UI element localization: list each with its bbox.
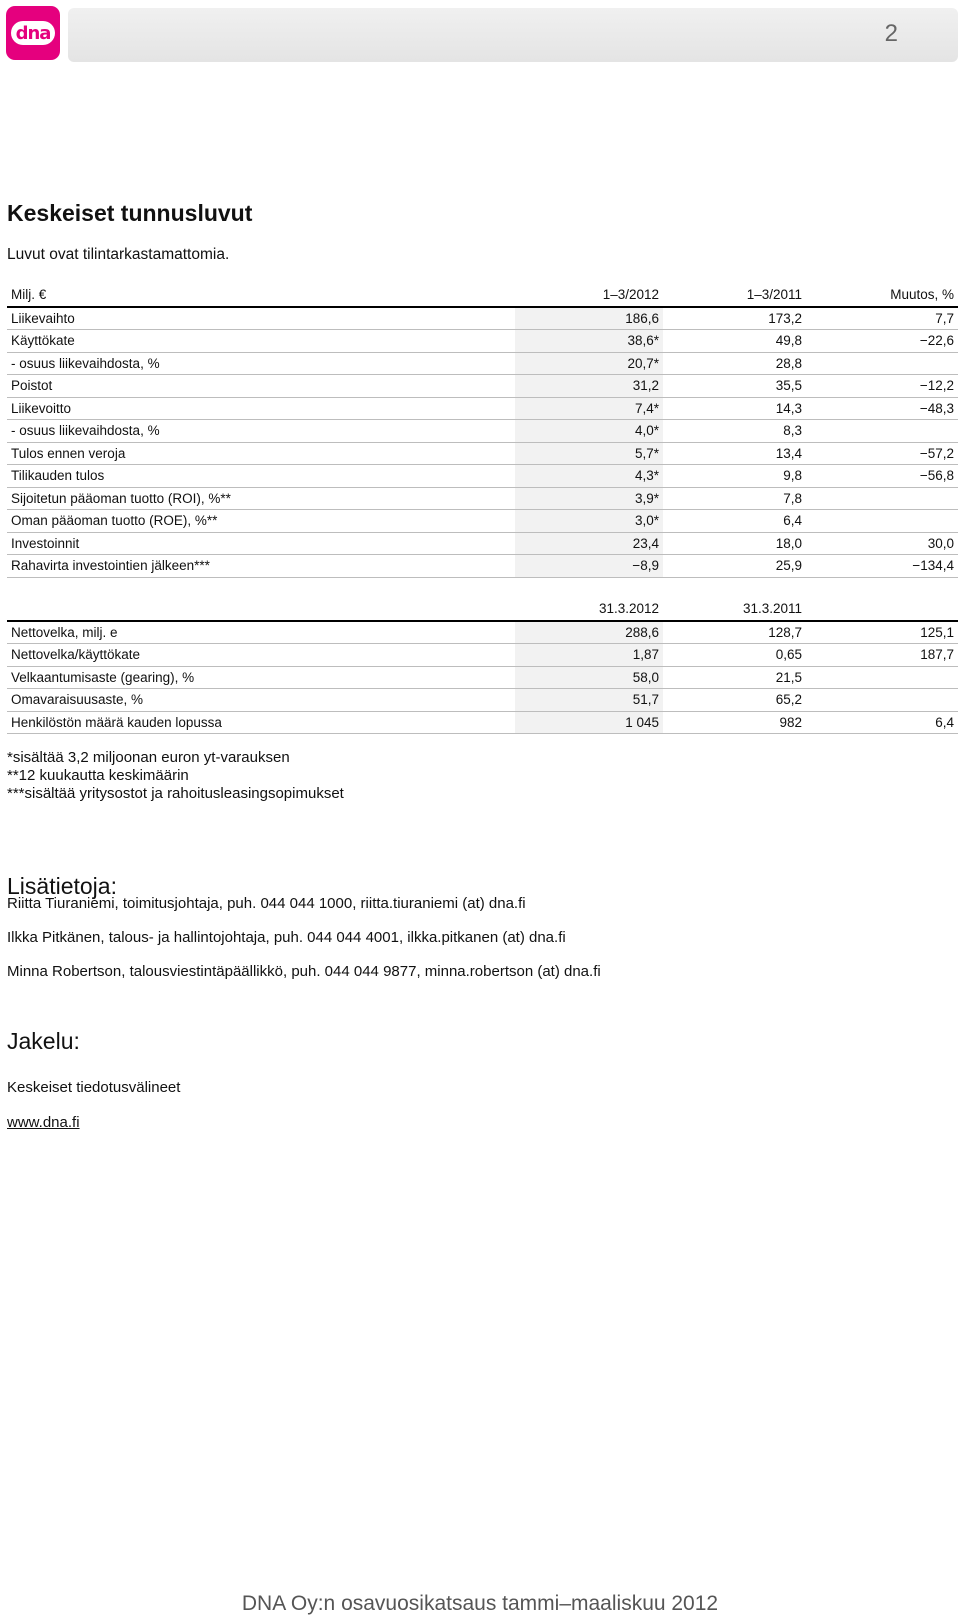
row-label: Velkaantumisaste (gearing), % xyxy=(7,666,515,689)
header-bar xyxy=(68,8,958,62)
value-change: −12,2 xyxy=(806,375,958,398)
value-2012: 4,3* xyxy=(515,465,663,488)
distribution-text: Keskeiset tiedotusvälineet xyxy=(7,1079,181,1096)
value-2012: 58,0 xyxy=(515,666,663,689)
balance-figures-table xyxy=(7,598,958,734)
value-2012: 4,0* xyxy=(515,420,663,443)
row-label: Nettovelka, milj. e xyxy=(7,621,515,644)
value-2011: 173,2 xyxy=(663,307,806,330)
row-label: Rahavirta investointien jälkeen*** xyxy=(7,555,515,578)
footnotes xyxy=(7,749,344,803)
value-2011: 0,65 xyxy=(663,644,806,667)
row-label: Käyttökate xyxy=(7,330,515,353)
table-row xyxy=(7,375,958,398)
value-2011: 25,9 xyxy=(663,555,806,578)
column-header-label xyxy=(7,598,515,621)
value-change: −48,3 xyxy=(806,397,958,420)
value-2011: 9,8 xyxy=(663,465,806,488)
value-2012: 288,6 xyxy=(515,621,663,644)
column-header-2012: 1–3/2012 xyxy=(515,284,663,307)
row-label: Poistot xyxy=(7,375,515,398)
row-label: Investoinnit xyxy=(7,532,515,555)
table-row xyxy=(7,689,958,712)
value-change: 187,7 xyxy=(806,644,958,667)
column-header-2012: 31.3.2012 xyxy=(515,598,663,621)
table-row xyxy=(7,711,958,734)
value-change: 6,4 xyxy=(806,711,958,734)
table-row xyxy=(7,510,958,533)
section-title: Keskeiset tunnusluvut xyxy=(7,200,253,226)
value-2011: 7,8 xyxy=(663,487,806,510)
website-link[interactable]: www.dna.fi xyxy=(7,1114,80,1131)
column-header-2011: 1–3/2011 xyxy=(663,284,806,307)
column-header-label: Milj. € xyxy=(7,284,515,307)
value-change: −56,8 xyxy=(806,465,958,488)
table-row xyxy=(7,487,958,510)
value-change xyxy=(806,352,958,375)
info-title: Lisätietoja: xyxy=(7,873,117,899)
value-2011: 128,7 xyxy=(663,621,806,644)
value-change xyxy=(806,487,958,510)
value-change: −22,6 xyxy=(806,330,958,353)
value-2011: 35,5 xyxy=(663,375,806,398)
row-label: Sijoitetun pääoman tuotto (ROI), %** xyxy=(7,487,515,510)
value-2012: 5,7* xyxy=(515,442,663,465)
page-footer: DNA Oy:n osavuosikatsaus tammi–maaliskuu 2012 xyxy=(241,1592,719,1615)
value-change: −134,4 xyxy=(806,555,958,578)
table-row xyxy=(7,465,958,488)
footnote: *sisältää 3,2 miljoonan euron yt-varauksen xyxy=(7,749,290,766)
value-2012: 31,2 xyxy=(515,375,663,398)
value-2011: 21,5 xyxy=(663,666,806,689)
row-label: Henkilöstön määrä kauden lopussa xyxy=(7,711,515,734)
value-2012: 186,6 xyxy=(515,307,663,330)
row-label: Liikevoitto xyxy=(7,397,515,420)
value-2011: 6,4 xyxy=(663,510,806,533)
value-2012: 23,4 xyxy=(515,532,663,555)
table-row xyxy=(7,307,958,330)
row-label: - osuus liikevaihdosta, % xyxy=(7,420,515,443)
value-2012: 20,7* xyxy=(515,352,663,375)
value-2011: 13,4 xyxy=(663,442,806,465)
value-2011: 65,2 xyxy=(663,689,806,712)
row-label: Omavaraisuusaste, % xyxy=(7,689,515,712)
value-2012: −8,9 xyxy=(515,555,663,578)
contact-line: Minna Robertson, talousviestintäpäällikkö, puh. 044 044 9877, minna.robertson (at) dna.fi xyxy=(7,963,601,980)
value-2011: 28,8 xyxy=(663,352,806,375)
column-header-change: Muutos, % xyxy=(806,284,958,307)
key-figures-table xyxy=(7,284,958,578)
table-row xyxy=(7,352,958,375)
value-2011: 982 xyxy=(663,711,806,734)
value-2012: 3,0* xyxy=(515,510,663,533)
column-header-change xyxy=(806,598,958,621)
row-label: Nettovelka/käyttökate xyxy=(7,644,515,667)
table-row xyxy=(7,532,958,555)
value-change xyxy=(806,689,958,712)
row-label: Liikevaihto xyxy=(7,307,515,330)
footnote: ***sisältää yritysostot ja rahoitusleasingsopimukset xyxy=(7,785,344,802)
distribution-title: Jakelu: xyxy=(7,1028,80,1054)
row-label: Oman pääoman tuotto (ROE), %** xyxy=(7,510,515,533)
row-label: Tulos ennen veroja xyxy=(7,442,515,465)
value-2012: 51,7 xyxy=(515,689,663,712)
value-2011: 18,0 xyxy=(663,532,806,555)
value-2012: 1 045 xyxy=(515,711,663,734)
value-2012: 38,6* xyxy=(515,330,663,353)
row-label: - osuus liikevaihdosta, % xyxy=(7,352,515,375)
value-2012: 7,4* xyxy=(515,397,663,420)
table-row xyxy=(7,330,958,353)
dna-logo xyxy=(6,6,60,60)
dna-logo-text: dna xyxy=(11,21,55,45)
value-change: −57,2 xyxy=(806,442,958,465)
table-row xyxy=(7,397,958,420)
value-2012: 1,87 xyxy=(515,644,663,667)
table-row xyxy=(7,555,958,578)
table-row xyxy=(7,666,958,689)
table-row xyxy=(7,621,958,644)
section-subtitle: Luvut ovat tilintarkastamattomia. xyxy=(7,246,230,263)
value-change xyxy=(806,666,958,689)
value-2012: 3,9* xyxy=(515,487,663,510)
column-header-2011: 31.3.2011 xyxy=(663,598,806,621)
table-row xyxy=(7,420,958,443)
value-change: 7,7 xyxy=(806,307,958,330)
value-2011: 8,3 xyxy=(663,420,806,443)
row-label: Tilikauden tulos xyxy=(7,465,515,488)
value-2011: 14,3 xyxy=(663,397,806,420)
footnote: **12 kuukautta keskimäärin xyxy=(7,767,189,784)
table-row xyxy=(7,644,958,667)
table-header-row xyxy=(7,598,958,621)
value-change xyxy=(806,510,958,533)
value-change xyxy=(806,420,958,443)
contact-line: Riitta Tiuraniemi, toimitusjohtaja, puh. 044 044 1000, riitta.tiuraniemi (at) dna.fi xyxy=(7,895,526,912)
value-change: 30,0 xyxy=(806,532,958,555)
value-2011: 49,8 xyxy=(663,330,806,353)
table-header-row xyxy=(7,284,958,307)
contact-line: Ilkka Pitkänen, talous- ja hallintojohtaja, puh. 044 044 4001, ilkka.pitkanen (at) dna.fi xyxy=(7,929,566,946)
table-row xyxy=(7,442,958,465)
value-change: 125,1 xyxy=(806,621,958,644)
page-number: 2 xyxy=(884,20,898,47)
